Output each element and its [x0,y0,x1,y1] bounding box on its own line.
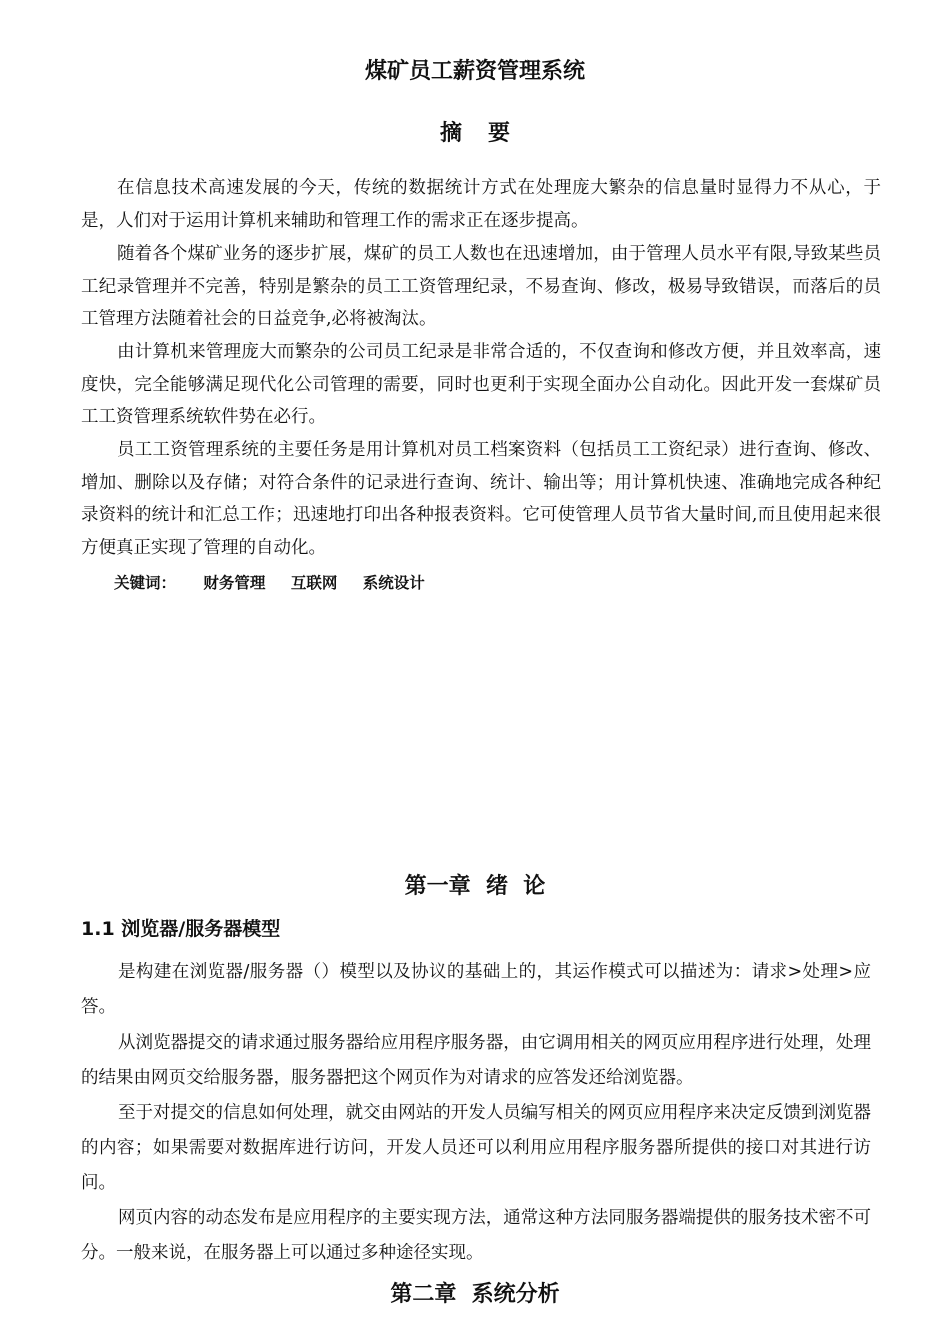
keywords-line [114,571,425,593]
abstract-heading: 摘要 [439,121,536,146]
abstract-paragraph: 随着各个煤矿业务的逐步扩展，煤矿的员工人数也在迅速增加，由于管理人员水平有限,导致某些员工纪录管理并不完善，特别是繁杂的员工工资管理纪录，不易查询、修改，极易导致错误，而落后的员工管理方法随着社会的日益竞争,必将被淘汰。 [81,244,881,329]
document-title: 煤矿员工薪资管理系统 [364,59,585,84]
section-1-1-heading: 1.1 浏览器/服务器模型 [81,918,281,940]
chapter-1-paragraph: 是构建在浏览器/服务器（）模型以及协议的基础上的，其运作模式可以描述为：请求>处理>应答。 [81,962,871,1017]
chapter-1-heading: 第一章 绪 论 [404,874,546,899]
abstract-paragraph: 由计算机来管理庞大而繁杂的公司员工纪录是非常合适的，不仅查询和修改方便，并且效率高，速度快，完全能够满足现代化公司管理的需要，同时也更利于实现全面办公自动化。因此开发一套煤矿员工工资管理系统软件势在必行。 [81,342,881,427]
chapter-1-paragraph: 至于对提交的信息如何处理，就交由网站的开发人员编写相关的网页应用程序来决定反馈到浏览器的内容；如果需要对数据库进行访问，开发人员还可以利用应用程序服务器所提供的接口对其进行访问。 [81,1103,871,1193]
keywords-label: 关键词： [114,574,177,592]
abstract-paragraph: 在信息技术高速发展的今天，传统的数据统计方式在处理庞大繁杂的信息量时显得力不从心，于是，人们对于运用计算机来辅助和管理工作的需求正在逐步提高。 [81,178,881,231]
chapter-2-heading: 第二章 系统分析 [390,1282,560,1307]
abstract-paragraph: 员工工资管理系统的主要任务是用计算机对员工档案资料（包括员工工资纪录）进行查询、修改、增加、删除以及存储；对符合条件的记录进行查询、统计、输出等；用计算机快速、准确地完成各种纪录资料的统计和汇总工作；迅速地打印出各种报表资料。它可使管理人员节省大量时间,而且使用起来很方便真正实现了管理的自动化。 [81,440,881,558]
keyword-item: 系统设计 [362,574,425,592]
keyword-item: 互联网 [290,574,338,592]
keyword-item: 财务管理 [203,574,266,592]
chapter-1-paragraph: 网页内容的动态发布是应用程序的主要实现方法，通常这种方法同服务器端提供的服务技术密不可分。一般来说，在服务器上可以通过多种途径实现。 [81,1208,871,1263]
chapter-1-paragraph: 从浏览器提交的请求通过服务器给应用程序服务器，由它调用相关的网页应用程序进行处理，处理的结果由网页交给服务器，服务器把这个网页作为对请求的应答发还给浏览器。 [81,1033,871,1088]
